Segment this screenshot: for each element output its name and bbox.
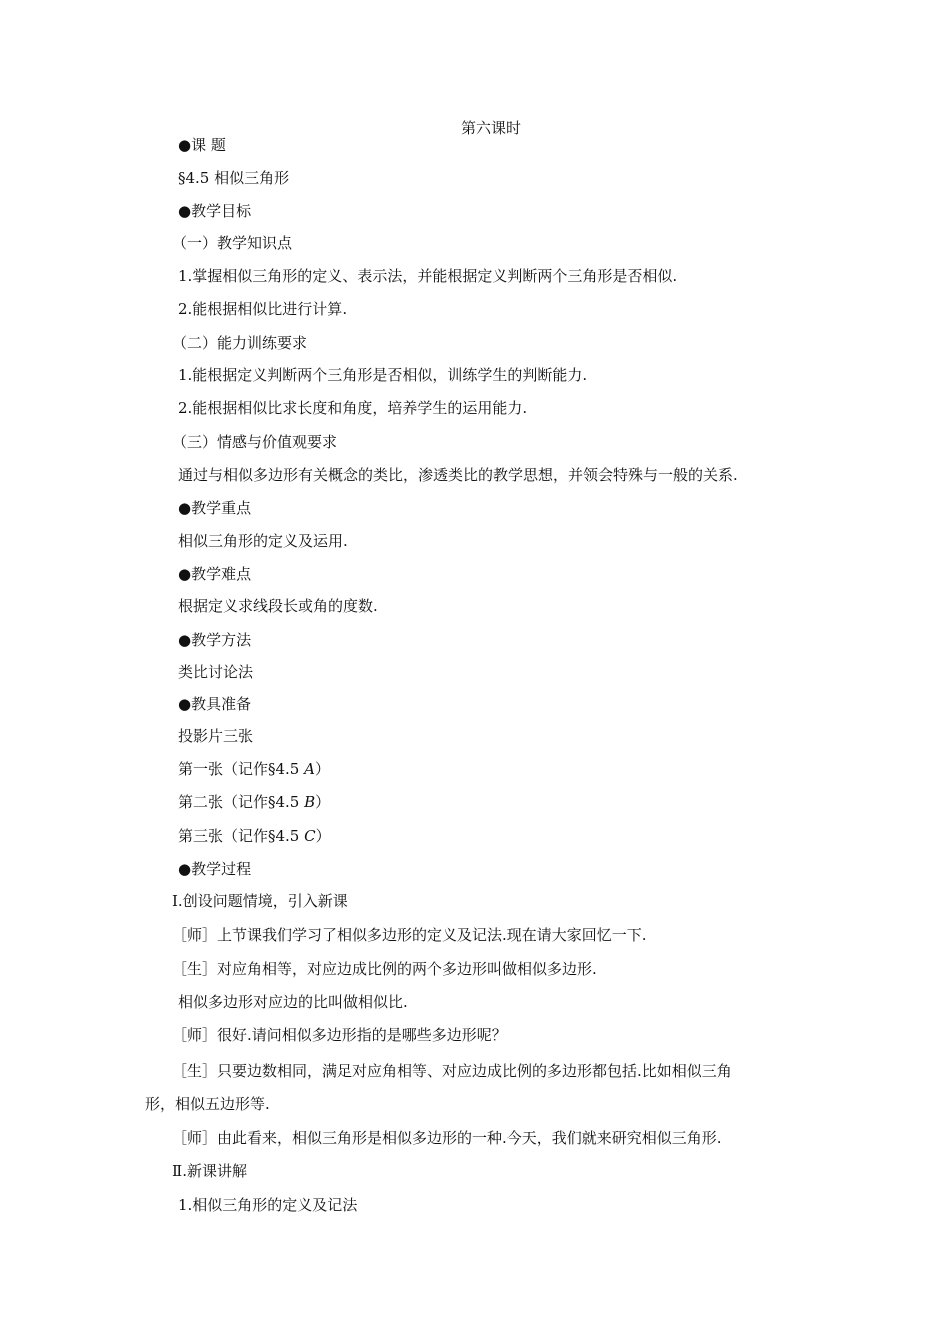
dialogue-student-1-cont: 相似多边形对应边的比叫做相似比. (178, 993, 408, 1011)
dialogue-teacher-1: ［师］上节课我们学习了相似多边形的定义及记法.现在请大家回忆一下. (172, 926, 647, 944)
lesson-title: 第六课时 (460, 119, 521, 137)
heading-method: ●教学方法 (178, 631, 252, 649)
slide-1: 第一张（记作§4.5 A） (178, 760, 330, 778)
heading-process: ●教学过程 (178, 860, 252, 878)
section-2-title: Ⅱ.新课讲解 (172, 1162, 247, 1180)
subsection-1-title: 1.相似三角形的定义及记法 (178, 1196, 358, 1214)
slide-3: 第三张（记作§4.5 C） (178, 827, 331, 845)
subheading-ability: （二）能力训练要求 (172, 334, 308, 352)
knowledge-item-1: 1.掌握相似三角形的定义、表示法，并能根据定义判断两个三角形是否相似. (178, 267, 678, 285)
slide-2: 第二张（记作§4.5 B） (178, 793, 331, 811)
heading-key-points: ●教学重点 (178, 499, 252, 517)
topic-text: §4.5 相似三角形 (178, 169, 290, 187)
dialogue-student-2: ［生］只要边数相同，满足对应角相等、对应边成比例的多边形都包括.比如相似三角 (172, 1062, 732, 1080)
heading-materials: ●教具准备 (178, 695, 252, 713)
subheading-knowledge: （一）教学知识点 (172, 234, 293, 252)
materials-text: 投影片三张 (178, 727, 254, 745)
ability-item-2: 2.能根据相似比求长度和角度，培养学生的运用能力. (178, 399, 528, 417)
subheading-values: （三）情感与价值观要求 (172, 433, 338, 451)
section-1-title: Ⅰ.创设问题情境，引入新课 (172, 892, 348, 910)
ability-item-1: 1.能根据定义判断两个三角形是否相似，训练学生的判断能力. (178, 366, 588, 384)
dialogue-student-2-cont: 形，相似五边形等. (145, 1095, 270, 1113)
values-text: 通过与相似多边形有关概念的类比，渗透类比的教学思想，并领会特殊与一般的关系. (178, 466, 738, 484)
heading-difficulties: ●教学难点 (178, 565, 252, 583)
key-points-text: 相似三角形的定义及运用. (178, 532, 348, 550)
knowledge-item-2: 2.能根据相似比进行计算. (178, 300, 348, 318)
dialogue-teacher-3: ［师］由此看来，相似三角形是相似多边形的一种.今天，我们就来研究相似三角形. (172, 1129, 722, 1147)
method-text: 类比讨论法 (178, 663, 254, 681)
dialogue-student-1: ［生］对应角相等，对应边成比例的两个多边形叫做相似多边形. (172, 960, 597, 978)
heading-objectives: ●教学目标 (178, 202, 252, 220)
difficulties-text: 根据定义求线段长或角的度数. (178, 597, 378, 615)
heading-topic: ●课 题 (178, 136, 226, 154)
dialogue-teacher-2: ［师］很好.请问相似多边形指的是哪些多边形呢？ (172, 1026, 507, 1044)
